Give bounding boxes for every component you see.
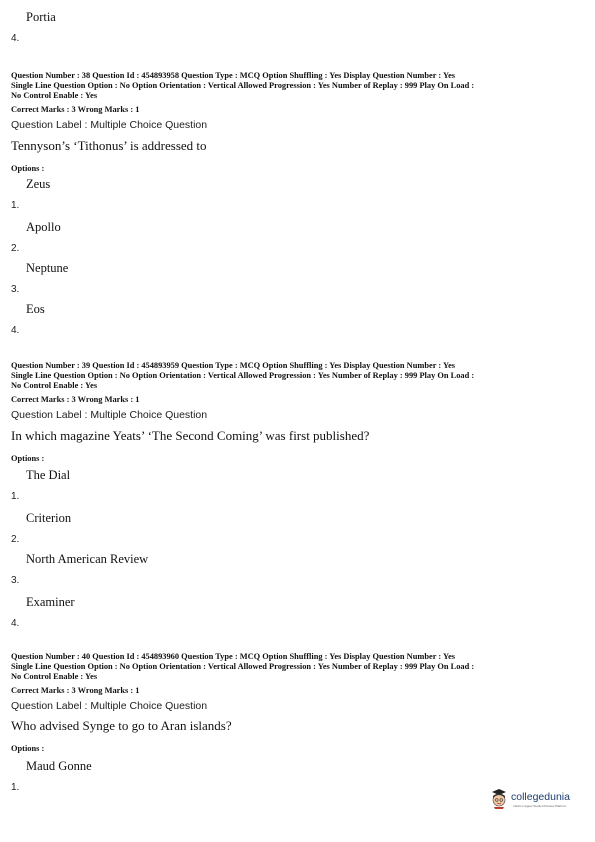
option-text: Apollo	[26, 220, 61, 234]
option-text: Maud Gonne	[26, 759, 92, 773]
options-heading: Options :	[11, 744, 45, 753]
question-text: In which magazine Yeats’ ‘The Second Coming’ was first published?	[11, 428, 370, 443]
option-3	[11, 261, 311, 295]
option-text: Criterion	[26, 511, 72, 525]
option-1	[11, 177, 311, 211]
question-text: Tennyson’s ‘Tithonus’ is addressed to	[11, 138, 207, 153]
meta-line: Question Number : 38 Question Id : 454893958 Question Type : MCQ Option Shuffling : Yes Display Question Number : Yes	[11, 71, 456, 80]
option-2	[11, 220, 311, 254]
collegedunia-logo	[488, 787, 584, 815]
meta-line: Single Line Question Option : No Option Orientation : Vertical Allowed Progression : Yes Number of Replay : 999 Play On Load :	[11, 662, 475, 671]
logo-tagline: India's Largest Student Review Platform	[513, 804, 567, 808]
option-text: The Dial	[26, 468, 71, 482]
option-4	[11, 302, 311, 336]
question-label: Question Label : Multiple Choice Question	[11, 700, 208, 712]
option-number: 1.	[11, 200, 20, 211]
meta-line: Single Line Question Option : No Option Orientation : Vertical Allowed Progression : Yes Number of Replay : 999 Play On Load :	[11, 371, 475, 380]
question-meta	[11, 361, 589, 391]
option-text: Neptune	[26, 261, 69, 275]
option-number: 1.	[11, 491, 20, 502]
option-text: North American Review	[26, 552, 149, 566]
option-4	[11, 595, 311, 629]
option-number: 3.	[11, 284, 20, 295]
option-number: 4.	[11, 618, 20, 629]
question-label: Question Label : Multiple Choice Question	[11, 119, 208, 131]
option-number: 2.	[11, 534, 20, 545]
meta-line: Single Line Question Option : No Option Orientation : Vertical Allowed Progression : Yes Number of Replay : 999 Play On Load :	[11, 81, 475, 90]
marks-info: Correct Marks : 3 Wrong Marks : 1	[11, 395, 140, 404]
meta-line: No Control Enable : Yes	[11, 91, 98, 100]
option-1	[11, 468, 311, 502]
student-mascot-icon	[488, 787, 510, 809]
option-number: 2.	[11, 243, 20, 254]
marks-info: Correct Marks : 3 Wrong Marks : 1	[11, 105, 140, 114]
option-1	[11, 759, 311, 793]
option-number: 1.	[11, 782, 20, 793]
options-heading: Options :	[11, 164, 45, 173]
question-text: Who advised Synge to go to Aran islands?	[11, 718, 232, 733]
marks-info: Correct Marks : 3 Wrong Marks : 1	[11, 686, 140, 695]
meta-line: Question Number : 40 Question Id : 454893960 Question Type : MCQ Option Shuffling : Yes Display Question Number : Yes	[11, 652, 456, 661]
question-meta	[11, 652, 589, 682]
meta-line: No Control Enable : Yes	[11, 672, 98, 681]
option-text: Eos	[26, 302, 45, 316]
meta-line: Question Number : 39 Question Id : 454893959 Question Type : MCQ Option Shuffling : Yes Display Question Number : Yes	[11, 361, 456, 370]
meta-line: No Control Enable : Yes	[11, 381, 98, 390]
option-2	[11, 511, 311, 545]
question-meta	[11, 71, 589, 101]
option-3	[11, 552, 311, 586]
option-number: 3.	[11, 575, 20, 586]
option-number: 4.	[11, 325, 20, 336]
option-text: Portia	[26, 10, 56, 24]
prev-question-option-4	[11, 10, 311, 44]
question-label: Question Label : Multiple Choice Question	[11, 409, 208, 421]
logo-brand-text: collegedunia	[511, 791, 570, 803]
option-text: Zeus	[26, 177, 51, 191]
options-heading: Options :	[11, 454, 45, 463]
option-text: Examiner	[26, 595, 75, 609]
option-number: 4.	[11, 33, 20, 44]
